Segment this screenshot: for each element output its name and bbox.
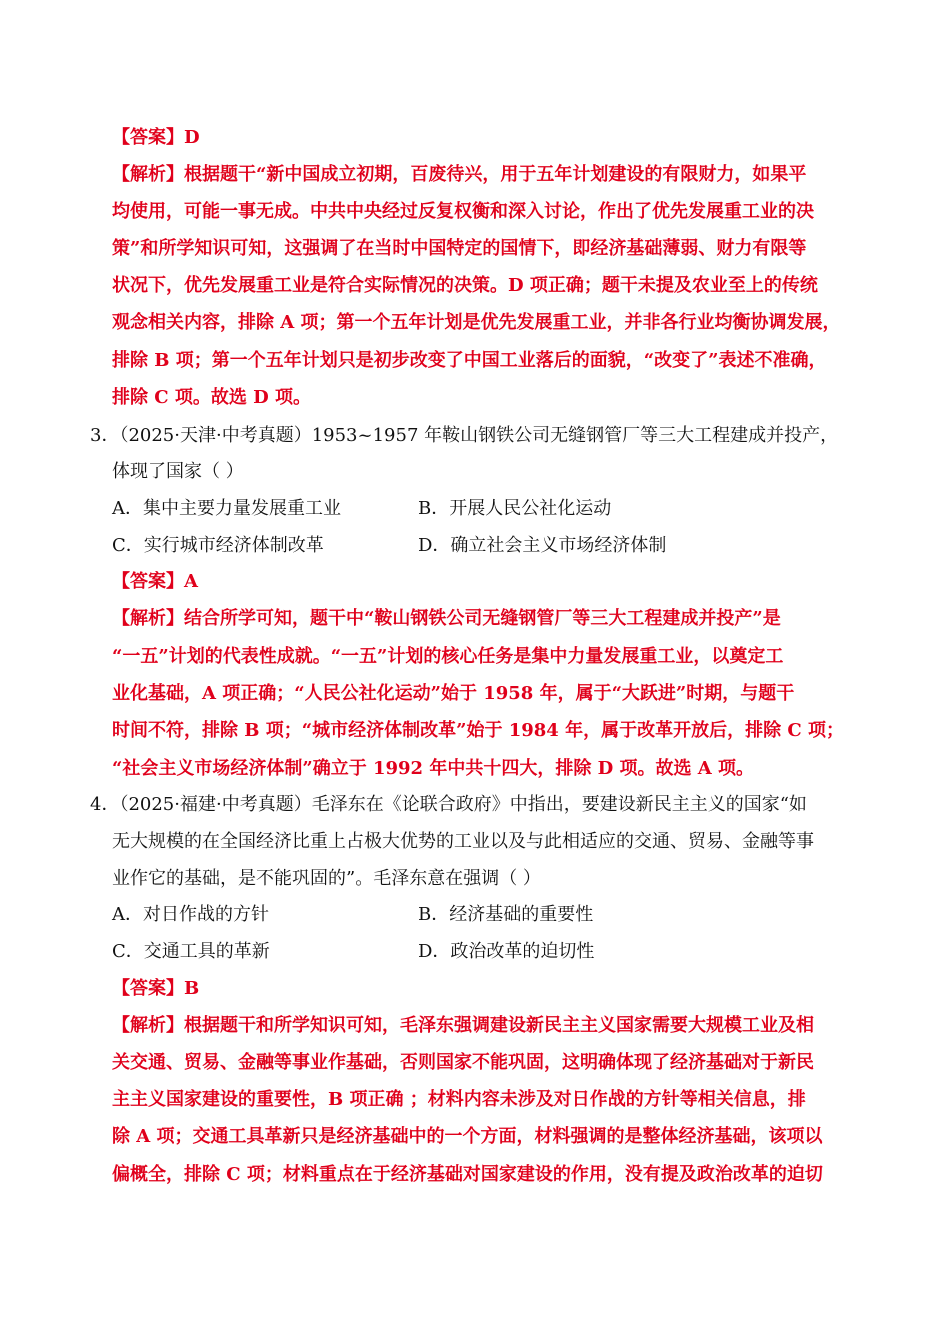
q3-option-c: C．实行城市经济体制改革 xyxy=(112,535,324,556)
q4-analysis-line-5: 偏概全，排除 C 项；材料重点在于经济基础对国家建设的作用，没有提及政治改革的迫切 xyxy=(112,1164,823,1185)
q2-analysis-line-4: 状况下，优先发展重工业是符合实际情况的决策。D 项正确；题干未提及农业至上的传统 xyxy=(112,275,818,296)
q3-analysis-line-2: “一五”计划的代表性成就。“一五”计划的核心任务是集中力量发展重工业，以奠定工 xyxy=(112,646,784,667)
q4-option-b: B．经济基础的重要性 xyxy=(418,904,594,925)
q3-analysis-line-3: 业化基础，A 项正确；“人民公社化运动”始于 1958 年，属于“大跃进”时期，与题干 xyxy=(112,683,795,704)
q3-stem-line-1: 3．（2025·天津·中考真题）1953~1957 年鞍山钢铁公司无缝钢管厂等三大工程建成并投产， xyxy=(90,425,839,446)
q4-analysis-line-3: 主主义国家建设的重要性，B 项正确 ；材料内容未涉及对日作战的方针等相关信息，排 xyxy=(112,1089,806,1110)
q3-stem-line-2: 体现了国家（ ） xyxy=(112,461,244,482)
q3-analysis-line-5: “社会主义市场经济体制”确立于 1992 年中共十四大，排除 D 项。故选 A 项。 xyxy=(112,758,754,779)
q4-option-c: C．交通工具的革新 xyxy=(112,941,270,962)
q3-option-a: A．集中主要力量发展重工业 xyxy=(112,498,341,519)
q2-analysis-line-6: 排除 B 项；第一个五年计划只是初步改变了中国工业落后的面貌，“改变了”表述不准确， xyxy=(112,350,827,371)
q4-analysis-line-2: 关交通、贸易、金融等事业作基础，否则国家不能巩固，这明确体现了经济基础对于新民 xyxy=(112,1052,814,1073)
q4-option-a: A．对日作战的方针 xyxy=(112,904,269,925)
q3-answer: 【答案】A xyxy=(112,571,198,592)
q4-stem-line-2: 无大规模的在全国经济比重上占极大优势的工业以及与此相适应的交通、贸易、金融等事 xyxy=(112,831,814,852)
q3-option-d: D．确立社会主义市场经济体制 xyxy=(418,535,667,556)
q4-option-d: D．政治改革的迫切性 xyxy=(418,941,595,962)
q3-option-b: B．开展人民公社化运动 xyxy=(418,498,612,519)
q4-stem-line-3: 业作它的基础，是不能巩固的”。毛泽东意在强调（ ） xyxy=(112,868,541,889)
q2-analysis-line-5: 观念相关内容，排除 A 项；第一个五年计划是优先发展重工业，并非各行业均衡协调发展， xyxy=(112,312,841,333)
q2-answer: 【答案】D xyxy=(112,127,200,148)
q2-analysis-line-1: 【解析】根据题干“新中国成立初期，百废待兴，用于五年计划建设的有限财力，如果平 xyxy=(112,164,807,185)
q2-analysis-line-3: 策”和所学知识可知，这强调了在当时中国特定的国情下，即经济基础薄弱、财力有限等 xyxy=(112,238,807,259)
q4-analysis-line-4: 除 A 项；交通工具革新只是经济基础中的一个方面，材料强调的是整体经济基础，该项以 xyxy=(112,1126,823,1147)
q3-analysis-line-4: 时间不符，排除 B 项；“城市经济体制改革”始于 1984 年，属于改革开放后，排除 C 项； xyxy=(112,720,844,741)
q2-analysis-line-2: 均使用，可能一事无成。中共中央经过反复权衡和深入讨论，作出了优先发展重工业的决 xyxy=(112,201,814,222)
q3-analysis-line-1: 【解析】结合所学可知，题干中“鞍山钢铁公司无缝钢管厂等三大工程建成并投产”是 xyxy=(112,608,781,629)
q4-analysis-line-1: 【解析】根据题干和所学知识可知，毛泽东强调建设新民主主义国家需要大规模工业及相 xyxy=(112,1015,814,1036)
q4-answer: 【答案】B xyxy=(112,978,200,999)
q2-analysis-line-7: 排除 C 项。故选 D 项。 xyxy=(112,387,312,408)
q4-stem-line-1: 4．（2025·福建·中考真题）毛泽东在《论联合政府》中指出，要建设新民主主义的国家“如 xyxy=(90,794,807,815)
